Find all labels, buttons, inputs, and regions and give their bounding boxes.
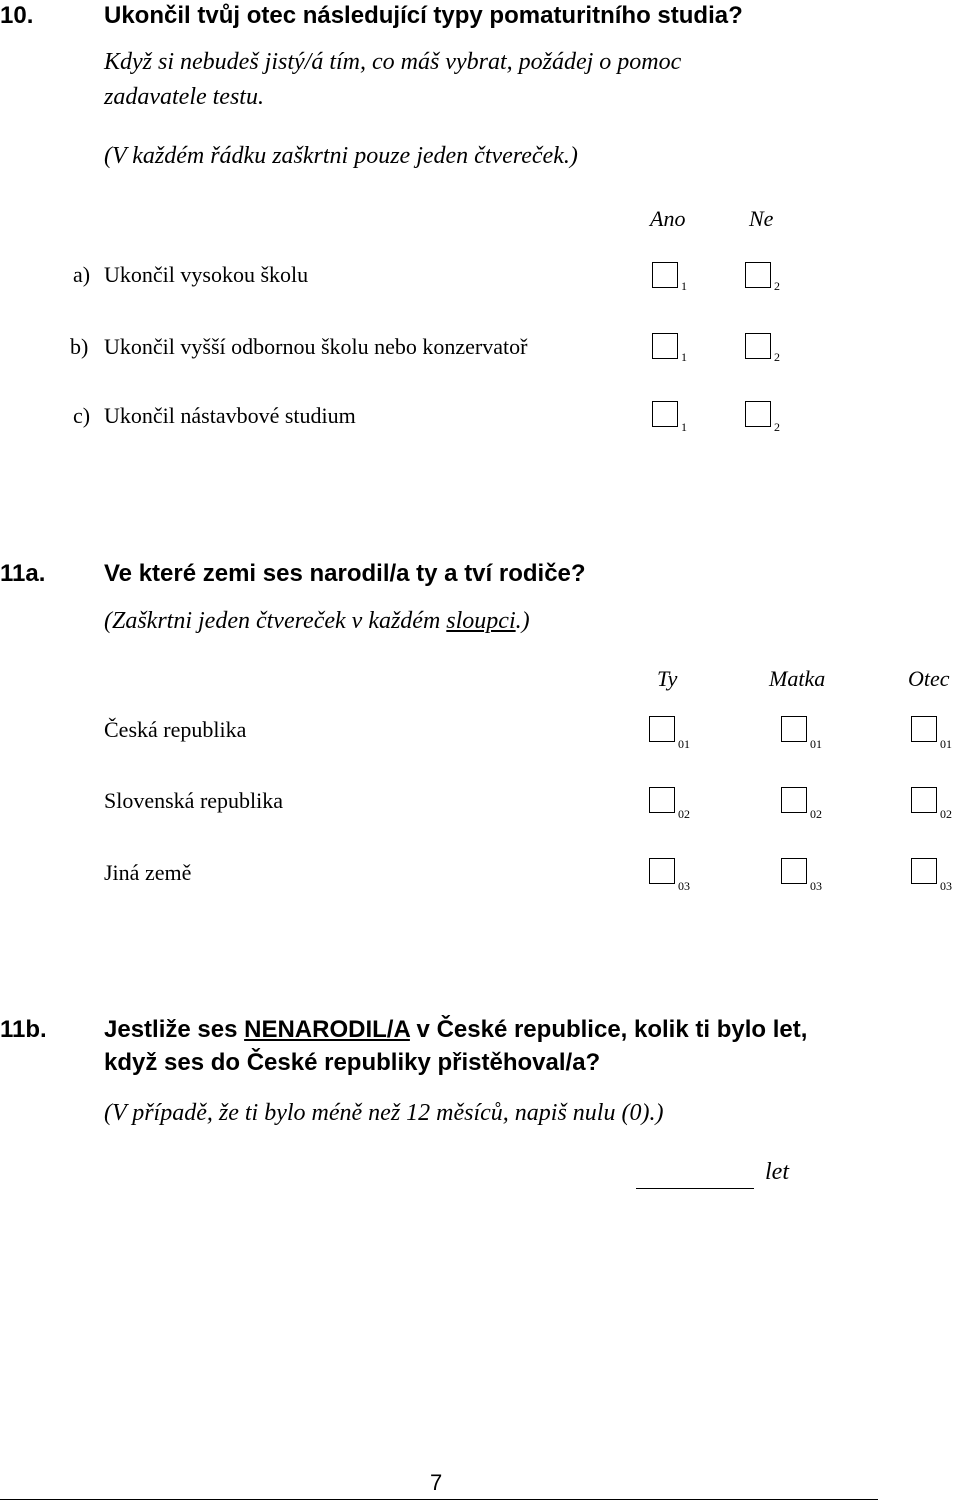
column-header-otec: Otec [908,666,950,691]
row-label: Ukončil nástavbové studium [104,403,356,428]
column-header-ano: Ano [650,206,686,231]
row-label: Slovenská republika [104,788,284,813]
footer-divider [0,1499,878,1500]
age-answer-field[interactable] [636,1160,754,1189]
answer-code: 1 [681,420,687,434]
question-11b-title-line1 [104,1016,807,1044]
instruction-text: (Zaškrtni jeden čtvereček v každém [104,608,447,634]
answer-code: 01 [810,737,822,751]
question-10-instruction-line2: zadavatele testu. [104,84,264,110]
checkbox-ano[interactable] [652,262,678,288]
answer-code: 2 [774,420,780,434]
row-label: Česká republika [104,717,247,742]
answer-code: 01 [940,737,952,751]
question-11b-instruction: (V případě, že ti bylo méně než 12 měsíců, napiš nulu (0).) [104,1100,664,1126]
title-underlined: NENARODIL/A [244,1016,410,1043]
question-10-number: 10. [0,2,34,29]
answer-code: 03 [810,879,822,893]
checkbox-ano[interactable] [652,333,678,359]
checkbox-otec[interactable] [911,787,937,813]
answer-code: 2 [774,279,780,293]
row-label: Ukončil vyšší odbornou školu nebo konzervatoř [104,334,528,359]
answer-code: 03 [678,879,690,893]
question-11a-title: Ve které zemi ses narodil/a ty a tví rodiče? [104,560,586,587]
answer-code: 02 [940,807,952,821]
checkbox-otec[interactable] [911,858,937,884]
answer-code: 02 [810,807,822,821]
title-text-end: v České republice, kolik ti bylo let, [409,1016,808,1043]
checkbox-ano[interactable] [652,401,678,427]
answer-code: 02 [678,807,690,821]
column-header-matka: Matka [769,666,826,691]
question-10-instruction-line3: (V každém řádku zaškrtni pouze jeden čtvereček.) [104,143,578,169]
column-header-ne: Ne [749,206,774,231]
checkbox-ty[interactable] [649,787,675,813]
instruction-text-end: .) [515,608,530,634]
checkbox-ne[interactable] [745,333,771,359]
checkbox-ne[interactable] [745,401,771,427]
question-11a-number: 11a. [0,560,46,587]
row-letter: c) [73,403,91,428]
question-11a-instruction [104,608,530,635]
row-letter: b) [70,334,89,359]
row-label: Jiná země [104,860,192,885]
checkbox-ty[interactable] [649,716,675,742]
answer-code: 2 [774,350,780,364]
answer-code: 1 [681,350,687,364]
question-10-title: Ukončil tvůj otec následující typy pomaturitního studia? [104,2,743,29]
checkbox-matka[interactable] [781,716,807,742]
question-11b-title-line2: když ses do České republiky přistěhoval/a? [104,1049,601,1076]
answer-code: 03 [940,879,952,893]
checkbox-ne[interactable] [745,262,771,288]
page-number: 7 [430,1470,443,1495]
title-text: Jestliže ses [104,1016,245,1043]
checkbox-ty[interactable] [649,858,675,884]
question-11b-number: 11b. [0,1016,47,1043]
answer-code: 01 [678,737,690,751]
column-header-ty: Ty [657,666,678,691]
age-unit-label: let [765,1159,789,1185]
question-10-instruction-line1: Když si nebudeš jistý/á tím, co máš vybrat, požádej o pomoc [104,49,682,75]
row-label: Ukončil vysokou školu [104,262,309,287]
checkbox-matka[interactable] [781,787,807,813]
checkbox-otec[interactable] [911,716,937,742]
instruction-underlined: sloupci [446,608,516,634]
checkbox-matka[interactable] [781,858,807,884]
answer-code: 1 [681,279,687,293]
row-letter: a) [73,262,91,287]
